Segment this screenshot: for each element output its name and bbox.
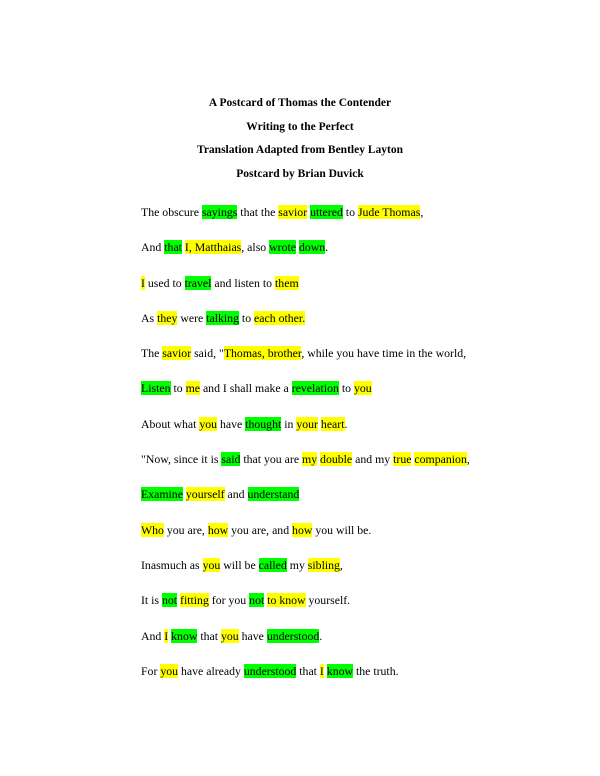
line-text: that you are [240, 452, 303, 467]
highlight-yellow: to know [267, 593, 306, 608]
highlight-yellow: savior [278, 205, 308, 219]
highlight-yellow: Jude Thomas [357, 205, 421, 219]
line-text: . [325, 240, 329, 255]
line-text: for you [208, 593, 250, 608]
highlight-green: Examine [141, 487, 183, 502]
line-text: , while you have time in the world, [301, 346, 467, 361]
translation-credit-line: Translation Adapted from Bentley Layton [197, 144, 403, 156]
author-credit-line: Postcard by Brian Duvick [236, 167, 364, 180]
subtitle-line: Writing to the Perfect [246, 120, 354, 133]
line-text: will be [220, 557, 259, 572]
highlight-yellow: heart [320, 416, 345, 431]
line-text: that the [237, 205, 279, 219]
highlight-green: talking [206, 310, 239, 325]
poem-line [141, 663, 581, 698]
highlight-green: thought [245, 416, 282, 431]
highlight-yellow: they [157, 310, 178, 325]
line-text: you are, and [228, 522, 293, 537]
highlight-yellow: you [202, 557, 221, 572]
line-text: you are, [163, 522, 208, 537]
line-text: used to [144, 275, 185, 290]
poem-line [141, 486, 581, 521]
line-text: have already [178, 663, 244, 678]
line-text: "Now, since it is [141, 452, 222, 467]
highlight-green: uttered [310, 205, 343, 219]
highlight-green: know [326, 663, 354, 678]
highlight-yellow: them [275, 275, 299, 290]
line-text: yourself. [305, 593, 351, 608]
line-text: , also [241, 240, 270, 255]
line-text: in [281, 416, 297, 431]
document-title-block [0, 92, 600, 186]
title-line: A Postcard of Thomas the Contender [208, 97, 392, 109]
poem-line [141, 592, 581, 627]
highlight-yellow: I [141, 275, 145, 290]
line-text: As [141, 310, 158, 325]
line-text: said, " [191, 346, 224, 361]
line-text: and [224, 487, 248, 502]
line-text: And [141, 240, 165, 255]
highlight-yellow: how [207, 522, 229, 537]
highlight-green: called [258, 557, 287, 572]
poem-line [141, 345, 581, 380]
line-text: have [238, 628, 267, 643]
line-text: For [141, 663, 161, 678]
highlight-green: travel [184, 275, 212, 290]
line-text: The [141, 346, 163, 361]
poem-line [141, 310, 581, 345]
line-text: . [344, 416, 348, 431]
line-text: About what [141, 416, 200, 431]
line-text: . [319, 628, 323, 643]
highlight-yellow: double [320, 452, 353, 467]
line-text: to [342, 205, 358, 219]
highlight-yellow: each other. [254, 310, 306, 325]
line-text: and my [352, 452, 394, 467]
line-text: and I shall make a [200, 381, 292, 396]
line-text: , [420, 205, 424, 219]
line-text: to [338, 381, 354, 396]
line-text: to [238, 310, 255, 325]
line-text: It is [141, 593, 162, 608]
highlight-green: know [171, 628, 198, 643]
highlight-yellow: true [393, 452, 412, 467]
highlight-yellow: your [296, 416, 318, 431]
highlight-green: down [298, 240, 326, 255]
highlight-yellow: I, Matthaias [184, 240, 242, 255]
highlight-yellow: how [292, 522, 313, 537]
highlight-yellow: sibling [307, 557, 340, 572]
highlight-yellow: companion [414, 452, 467, 467]
line-text: The obscure [141, 205, 202, 219]
line-text: to [170, 381, 186, 396]
highlight-green: revelation [291, 381, 339, 396]
line-text: , [466, 452, 470, 467]
poem-line [141, 380, 581, 415]
highlight-green: that [164, 240, 182, 255]
poem-line [141, 451, 581, 486]
line-text: that [296, 663, 320, 678]
highlight-yellow: you [199, 416, 218, 431]
highlight-yellow: I [164, 628, 169, 643]
highlight-yellow: you [160, 663, 179, 678]
line-text: , [339, 557, 343, 572]
highlight-green: not [161, 593, 178, 608]
highlight-green: understood [266, 628, 320, 643]
highlight-yellow: fitting [180, 593, 209, 608]
highlight-yellow: my [302, 452, 318, 467]
line-text: were [177, 310, 207, 325]
highlight-yellow: me [185, 381, 200, 396]
highlight-yellow: you [220, 628, 239, 643]
highlight-green: said [221, 452, 241, 467]
line-text: the truth. [353, 663, 399, 678]
line-text: Inasmuch as [141, 557, 203, 572]
poem-line [141, 628, 581, 663]
poem-line [141, 557, 581, 592]
highlight-yellow: Thomas, brother [223, 346, 302, 361]
poem-line [141, 522, 581, 557]
highlight-yellow: savior [162, 346, 192, 361]
line-text: and listen to [211, 275, 276, 290]
highlight-green: not [249, 593, 265, 608]
line-text: have [217, 416, 246, 431]
highlight-green: Listen [141, 381, 171, 396]
poem-line [141, 416, 581, 451]
poem-body [141, 204, 581, 698]
line-text: And [141, 628, 165, 643]
highlight-yellow: Who [141, 522, 164, 537]
highlight-yellow: yourself [185, 487, 225, 502]
poem-line [141, 239, 581, 274]
highlight-green: understand [247, 487, 300, 502]
line-text: that [197, 628, 221, 643]
poem-line [141, 204, 581, 239]
line-text: you will be. [312, 522, 372, 537]
highlight-yellow: you [353, 381, 372, 396]
highlight-green: wrote [269, 240, 297, 255]
highlight-green: understood [243, 663, 297, 678]
highlight-green: sayings [201, 205, 238, 219]
highlight-yellow: I [319, 663, 324, 678]
line-text: my [286, 557, 308, 572]
poem-line [141, 275, 581, 310]
